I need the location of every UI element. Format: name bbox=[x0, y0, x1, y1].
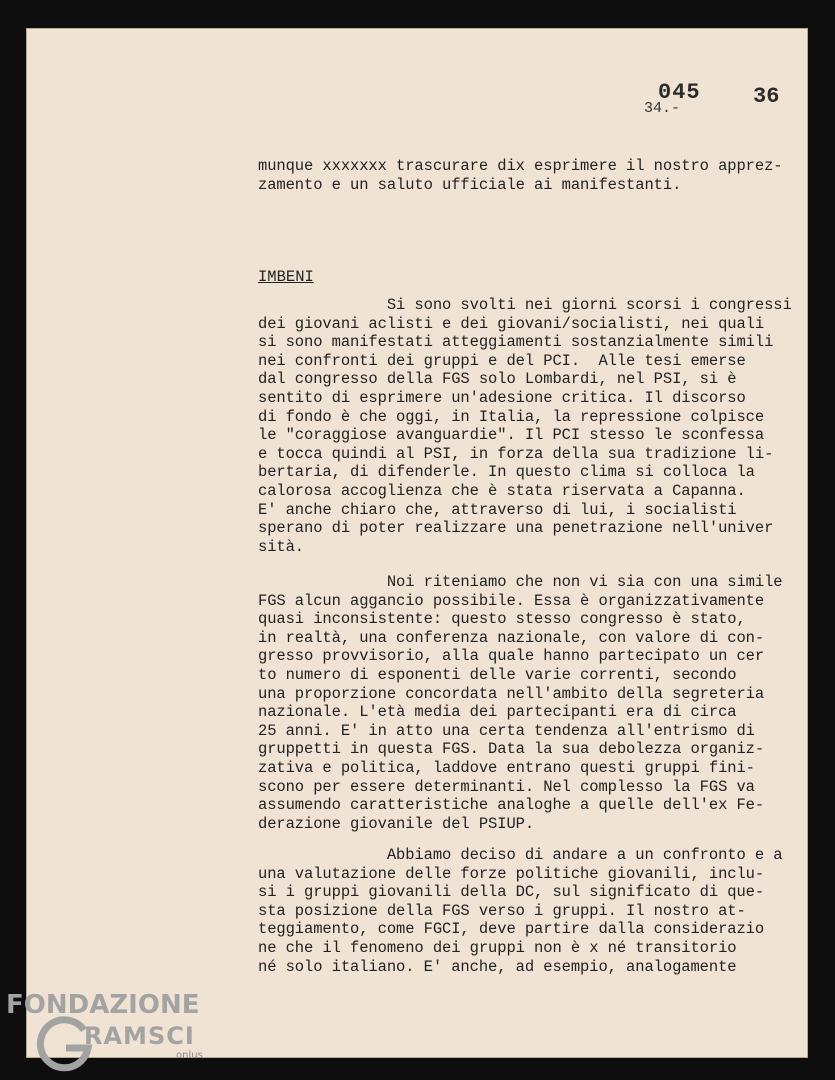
intro-text: munque xxxxxxx trascurare dix esprimere il nostro apprez- zamento e un saluto ufficiale ai manifestanti. bbox=[258, 157, 783, 194]
paragraph-1: Si sono svolti nei giorni scorsi i congressi dei giovani aclisti e dei giovani/socialisti, nei quali si sono manifestati atteggiamenti sostanzialmente simili nei confronti dei gruppi e del PCI. Alle tesi emerse dal congresso della FGS solo Lombardi, nel PSI, si è sentito di esprimere un'adesione critica. Il discorso di fondo è che oggi, in Italia, la repressione colpisce le "coraggiose avanguardie". Il PCI stesso le sconfessa e tocca quindi al PSI, in forza della sua tradizione li- bertaria, di difenderle. In questo clima si colloca la calorosa accoglienza che è stata riservata a Capanna. E' anche chiaro che, attraverso di lui, i socialisti sperano di poter realizzare una penetrazione nell'univer sità. bbox=[258, 296, 792, 556]
paragraph-2: Noi riteniamo che non vi sia con una simile FGS alcun aggancio possibile. Essa è organizzativamente quasi inconsistente: questo stesso congresso è stato, in realtà, una conferenza nazionale, con valore di con- gresso provvisorio, alla quale hanno partecipato un cer to numero di esponenti delle varie correnti, secondo una proporzione concordata nell'ambito della segreteria nazionale. L'età media dei partecipanti era di circa 25 anni. E' in atto una certa tendenza all'entrismo di gruppetti in questa FGS. Data la sua debolezza organiz- zativa e politica, laddove entrano questi gruppi fini- scono per essere determinanti. Nel complesso la FGS va assumendo caratteristiche analoghe a quelle dell'ex Fe- derazione giovanile del PSIUP. bbox=[258, 573, 783, 833]
logo-text-line2: RAMSCI bbox=[84, 1022, 195, 1050]
logo-suffix: onlus bbox=[176, 1050, 203, 1061]
page-number: 34.- bbox=[644, 100, 681, 117]
section-heading: IMBENI bbox=[258, 268, 314, 286]
paragraph-3: Abbiamo deciso di andare a un confronto e a una valutazione delle forze politiche giovanili, inclu- si i gruppi giovanili della DC, sul significato di que- sta posizione della FGS verso i gruppi. Il nostro at- teggiamento, come FGCI, deve partire dalla considerazio ne che il fenomeno dei gruppi non è x né transitorio né solo italiano. E' anche, ad esempio, analogamente bbox=[258, 846, 783, 976]
folio-number: 36 bbox=[753, 84, 780, 109]
watermark-logo bbox=[6, 990, 206, 1076]
archive-number: 045 bbox=[658, 80, 701, 105]
logo-text-line1: FONDAZIONE bbox=[6, 990, 200, 1020]
